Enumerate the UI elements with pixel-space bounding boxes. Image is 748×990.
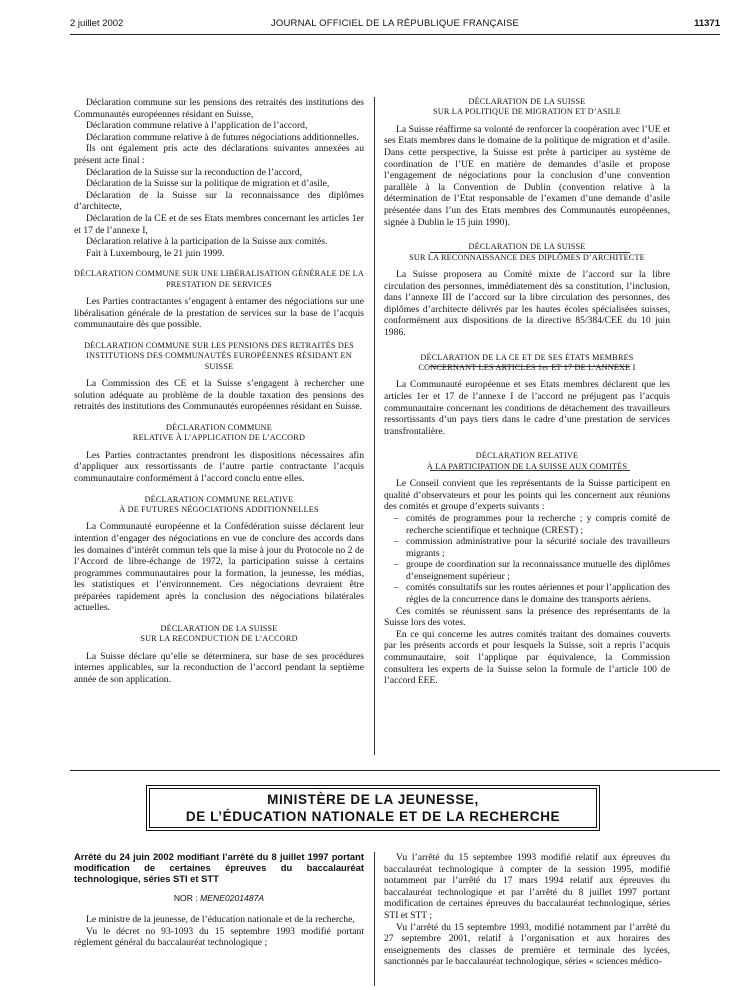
column-divider (374, 97, 375, 755)
paragraph: Déclaration relative à la participation de la Suisse aux comités. (86, 236, 328, 248)
arrete-title: Arrêté du 24 juin 2002 modifiant l’arrêté du 8 juillet 1997 portant modification de certaines épreuves du baccalauréat technologique, séries STI et STT (74, 851, 364, 884)
paragraph: Fait à Luxembourg, le 21 juin 1999. (86, 247, 225, 259)
section-separator-rule (70, 770, 720, 771)
page-number: 11371 (694, 18, 720, 29)
ministry-line-1: MINISTÈRE DE LA JEUNESSE, (267, 792, 479, 807)
paragraph: Déclaration commune relative à de futures négociations additionnelles. (86, 131, 359, 143)
paragraph: La Communauté européenne et ses Etats membres déclarent que les articles 1er et 17 de l’annexe I de l’accord ne préjugent pas l’acquis communautaire concernant les conditions de détachement des travailleurs ressortissants d’un pays tiers dans le cadre d’une prestation de services transfrontalière. (384, 379, 670, 437)
section-heading: À LA PARTICIPATION DE LA SUISSE AUX COMITÉS (426, 461, 628, 471)
right-column (384, 97, 670, 687)
paragraph: Vu l’arrêté du 15 septembre 1993, modifié notamment par l’arrêté du 27 septembre 2001, relatif à l’organisation et aux horaires des enseignements des classes de première et terminale des lycées, sanctionnés par le baccalauréat technologique, séries « sciences médico- (384, 921, 670, 968)
header-date: 2 juillet 2002 (70, 18, 124, 29)
arrete-right-text (384, 852, 670, 968)
section-heading: DÉCLARATION COMMUNE RELATIVE (144, 494, 294, 504)
dash-marker: – (394, 512, 399, 524)
paragraph: Vu le décret no 93-1093 du 15 septembre 1993 modifié portant règlement général du baccalauréat technologique ; (74, 925, 364, 949)
section-heading: RELATIVE À L’APPLICATION DE L’ACCORD (132, 433, 306, 443)
section-heading: À DE FUTURES NÉGOCIATIONS ADDITIONNELLES (119, 504, 319, 514)
section-heading: CONCERNANT LES ARTICLES 1er ET 17 DE L’ANNEXE I (418, 362, 636, 372)
list-item-text: comités de programmes pour la recherche ; y compris comité de recherche scientifique et technique (CREST) ; (406, 512, 670, 536)
paragraph: La Suisse proposera au Comité mixte de l’accord sur la libre circulation des personnes, immédiatement dès sa constitution, l’inclusion, dans l’annexe III de l’accord sur la libre circulation des personnes, des diplômes d’architecte délivrés par les hautes écoles spécialisées suisses, conformément aux dispositions de la directive 85/384/CEE du 10 juin 1986. (384, 268, 670, 338)
paragraph: La Suisse déclare qu’elle se déterminera, sur base de ses procédures internes applicables, sur la reconduction de l’accord pendant la septième année de son application. (74, 650, 364, 686)
paragraph: Le Conseil convient que les représentants de la Suisse participent en qualité d’observateurs et pour les points qui les concernent aux réunions des comités et groupe d’experts suivants : (384, 478, 670, 513)
left-column (74, 97, 364, 686)
paragraph: Déclaration commune sur les pensions des retraités des institutions des Communautés européennes résidant en Suisse, (74, 97, 364, 120)
paragraph: La Commission des CE et la Suisse s’engagent à rechercher une solution adéquate au problème de la double taxation des pensions des retraités des institutions des Communautés européennes résidant en Suisse. (74, 378, 364, 413)
paragraph: En ce qui concerne les autres comités traitant des domaines couverts par les présents accords et pour lesquels la Suisse, soit a repris l’acquis communautaire, soit l’applique par équivalence, la Commission consultera les experts de la Suisse selon la formule de l’article 100 de l’accord EEE. (384, 628, 670, 687)
paragraph: Déclaration de la Suisse sur la reconduction de l’accord, (86, 166, 303, 178)
section-heading: DÉCLARATION DE LA CE ET DE SES ÉTATS MEMBRES (420, 352, 634, 362)
list-item-text: comités consultatifs sur les routes aériennes et pour l’application des règles de la concurrence dans le domaine des transports aériens. (406, 582, 670, 606)
journal-title: JOURNAL OFFICIEL DE LA RÉPUBLIQUE FRANÇAISE (270, 18, 520, 29)
section-rule (430, 470, 630, 471)
paragraph: Les Parties contractantes s’engagent à entamer des négociations sur une libéralisation générale de la prestation de services sur la base de l’acquis communautaire dès que possible. (74, 296, 364, 331)
column-divider (374, 852, 375, 986)
page-header (70, 18, 720, 32)
paragraph: Ces comités se réunissent sans la présence des représentants de la Suisse lors des votes. (384, 605, 670, 629)
paragraph: Déclaration commune relative à l’application de l’accord, (86, 120, 308, 132)
section-rule (430, 366, 630, 367)
section-heading: DÉCLARATION RELATIVE (475, 451, 579, 461)
committee-list (384, 513, 670, 606)
header-rule (70, 34, 720, 35)
section-heading: DÉCLARATION DE LA SUISSE (468, 242, 586, 252)
nor-label: NOR : (173, 893, 201, 903)
paragraph: Le ministre de la jeunesse, de l’éducation nationale et de la recherche, (86, 914, 355, 925)
list-item (384, 513, 670, 536)
dash-marker: – (394, 536, 399, 548)
paragraph: Ils ont également pris acte des déclarations suivantes annexées au présent acte final : (74, 143, 364, 166)
list-item-text: commission administrative pour la sécurité sociale des travailleurs migrants ; (406, 536, 670, 559)
ministry-banner (149, 788, 597, 828)
section-heading: DÉCLARATION DE LA SUISSE (468, 97, 586, 106)
section-heading: DÉCLARATION COMMUNE SUR UNE LIBÉRALISATION GÉNÉRALE DE LA PRESTATION DE SERVICES (74, 269, 364, 289)
section-heading: DÉCLARATION COMMUNE SUR LES PENSIONS DES RETRAITÉS DES INSTITUTIONS DES COMMUNAUTÉS EUROPÉENNES RÉSIDANT EN SUISSE (84, 340, 354, 371)
section-heading: DÉCLARATION COMMUNE (166, 422, 272, 432)
paragraph: Déclaration de la Suisse sur la reconnaissance des diplômes d’architecte, (74, 189, 364, 213)
list-item (384, 536, 670, 559)
paragraph: Les Parties contractantes prendront les dispositions nécessaires afin d’appliquer aux ressortissants de l’autre partie contractante l’acquis communautaire conformément à l’accord conclu entre elles. (74, 449, 364, 484)
paragraph: Déclaration de la CE et de ses Etats membres concernant les articles 1er et 17 de l’annexe I, (74, 212, 364, 236)
ministry-line-2: DE L’ÉDUCATION NATIONALE ET DE LA RECHERCHE (185, 809, 561, 824)
list-item-text: groupe de coordination sur la reconnaissance mutuelle des diplômes d’enseignement supérieur ; (406, 559, 670, 582)
dash-marker: – (394, 559, 399, 571)
section-rule (430, 252, 630, 253)
list-item (384, 559, 670, 582)
paragraph: Vu l’arrêté du 15 septembre 1993 modifié relatif aux épreuves du baccalauréat technologique à compter de la session 1995, modifié notamment par l’arrêté du 17 mars 1994 relatif aux épreuves du baccalauréat technologique et par l’arrêté du 8 juillet 1997 portant modification de certaines épreuves du baccalauréat technologique, séries STI et STT ; (384, 852, 670, 921)
paragraph: La Communauté européenne et la Confédération suisse déclarent leur intention d’engager des négociations en vue de conclure des accords dans les domaines d’intérêt commun tels que la mise à jour du Protocole no 2 de l’Accord de libre-échange de 1972, la participation suisse à certains programmes communautaires pour la formation, la jeunesse, les médias, les statistiques et l’environnement. Ces négociations devraient être préparées rapidement après la conclusion des négociations bilatérales actuelles. (74, 521, 364, 614)
section-heading: DÉCLARATION DE LA SUISSE (160, 624, 278, 634)
nor-code: MENE0201487A (200, 893, 265, 903)
nor-reference (74, 893, 364, 903)
paragraph: La Suisse réaffirme sa volonté de renforcer la coopération avec l’UE et ses Etats membres dans le domaine de la politique de migration et d’asile. Dans cette perspective, la Suisse est prête à participer au système de coordination de l’UE en matière de demandes d’asile et propose l’engagement de négociations pour la conclusion d’une convention parallèle à la Convention de Dublin (convention relative à la détermination de l’Etat responsable de l’examen d’une demande d’asile présentée dans l’un des Etats membres des Communautés européennes, signée à Dublin le 15 juin 1990). (384, 123, 670, 228)
paragraph: Déclaration de la Suisse sur la politique de migration et d’asile, (86, 178, 330, 190)
section-heading: SUR LA RECONDUCTION DE L’ACCORD (140, 634, 298, 644)
section-heading: SUR LA RECONNAISSANCE DES DIPLÔMES D’ARCHITECTE (409, 252, 645, 262)
dash-marker: – (394, 582, 399, 594)
arrete-left-text (74, 914, 364, 949)
section-heading: SUR LA POLITIQUE DE MIGRATION ET D’ASILE (433, 107, 621, 117)
list-item (384, 582, 670, 605)
